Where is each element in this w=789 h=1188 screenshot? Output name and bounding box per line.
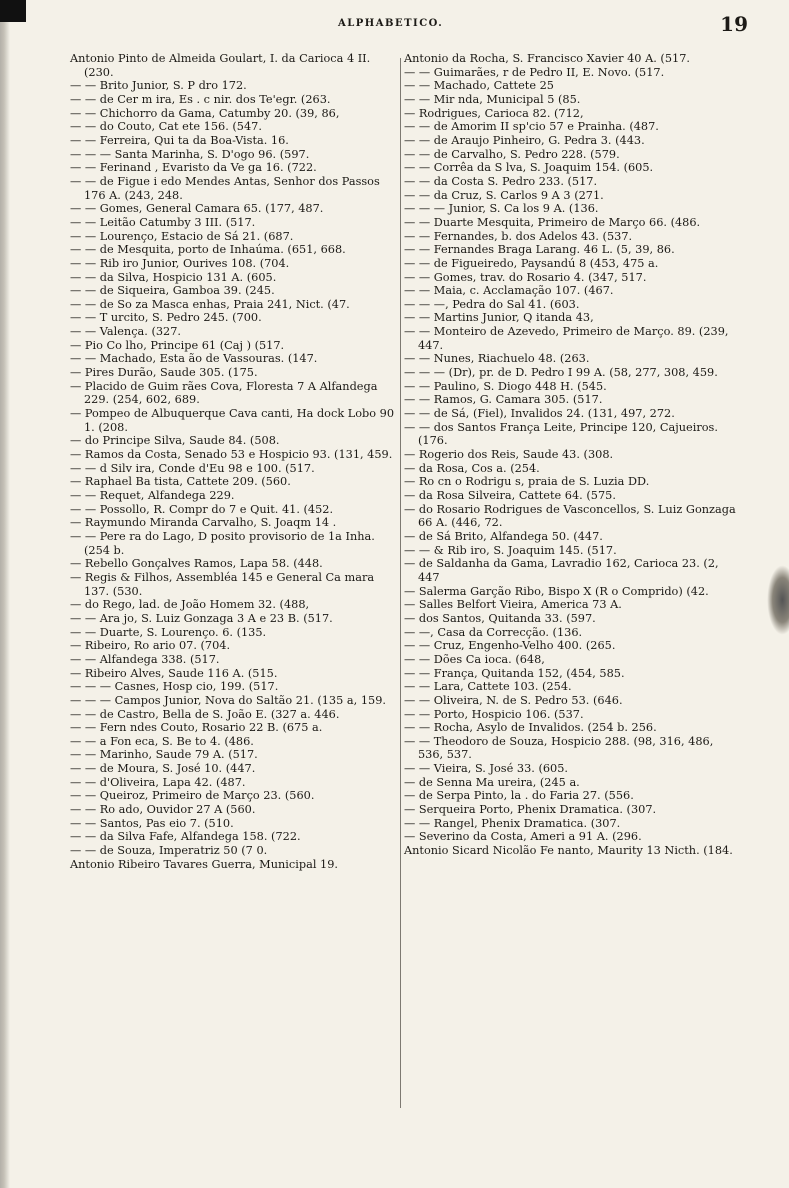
directory-entry: — — Requet, Alfandega 229.: [70, 489, 235, 502]
directory-entry: — — Oliveira, N. de S. Pedro 53. (646.: [404, 693, 623, 707]
directory-entry: — — Marinho, Saude 79 A. (517.: [70, 748, 258, 762]
directory-entry: — de Serpa Pinto, la . do Faria 27. (556.: [404, 789, 634, 803]
directory-entry: — — Chichorro da Gama, Catumby 20. (39, 86,: [70, 106, 340, 120]
page-number: 19: [720, 12, 748, 36]
page-header: [70, 14, 750, 38]
directory-entry: — — Dões Ca ioca. (648,: [404, 652, 545, 666]
directory-entry: — de Sá Brito, Alfandega 50. (447.: [404, 529, 603, 543]
directory-entry: — Ribeiro Alves, Saude 116 A. (515.: [70, 666, 278, 680]
directory-entry: — — de Siqueira, Gamboa 39. (245.: [70, 284, 275, 298]
directory-entry: — de Saldanha da Gama, Lavradio 162, Carioca 23. (2, 447: [404, 557, 719, 584]
directory-entry: Antonio Pinto de Almeida Goulart, I. da Carioca 4 II. (230.: [70, 52, 371, 79]
directory-entry: — — Gomes, General Camara 65. (177, 487.: [70, 202, 324, 216]
directory-entry: — — Pere ra do Lago, D posito provisorio de 1a Inha. (254 b.: [70, 529, 375, 557]
directory-entry: — — — Santa Marinha, S. D'ogo 96. (597.: [70, 147, 310, 161]
directory-entry: — — Ferreira, Qui ta da Boa-Vista. 16.: [70, 133, 289, 147]
directory-entry: — Raymundo Miranda Carvalho, S. Joaqm 14 .: [70, 516, 337, 530]
directory-entry: — Raphael Ba tista, Cattete 209. (560.: [70, 475, 291, 489]
directory-entry: — — Monteiro de Azevedo, Primeiro de Março. 89. (239, 447.: [404, 325, 729, 352]
directory-entry: Antonio Ribeiro Tavares Guerra, Municipal 19.: [70, 857, 338, 871]
right-column: [404, 52, 736, 858]
directory-entry: — —, Casa da Correcção. (136.: [404, 625, 583, 639]
directory-entry: — Ro cn o Rodrigu s, praia de S. Luzia DD.: [404, 475, 650, 489]
directory-entry: — — — (Dr), pr. de D. Pedro I 99 A. (58, 277, 308, 459.: [404, 366, 718, 380]
directory-entry: — Pires Durão, Saude 305. (175.: [70, 366, 258, 380]
directory-entry: — — Fernandes, b. dos Adelos 43. (537.: [404, 229, 633, 243]
directory-entry: — — Queiroz, Primeiro de Março 23. (560.: [70, 789, 315, 803]
directory-entry: — — Porto, Hospicio 106. (537.: [404, 707, 584, 721]
running-title: ALPHABETICO.: [338, 18, 444, 29]
directory-entry: — — Leitão Catumby 3 III. (517.: [70, 215, 256, 229]
directory-entry: — — Ro ado, Ouvidor 27 A (560.: [70, 803, 256, 817]
directory-entry: — — Corrêa da S lva, S. Joaquim 154. (605.: [404, 161, 654, 175]
directory-entry: — do Rego, lad. de João Homem 32. (488,: [70, 598, 310, 612]
directory-entry: — — Ara jo, S. Luiz Gonzaga 3 A e 23 B. (517.: [70, 611, 333, 625]
directory-entry: — — Fernandes Braga Larang. 46 L. (5, 39, 86.: [404, 243, 675, 257]
directory-entry: — — Santos, Pas eio 7. (510.: [70, 816, 234, 830]
directory-entry: — — do Couto, Cat ete 156. (547.: [70, 120, 262, 134]
directory-entry: — — Machado, Esta ão de Vassouras. (147.: [70, 352, 318, 366]
directory-entry: — — Valença. (327.: [70, 325, 182, 339]
directory-entry: — — Cruz, Engenho-Velho 400. (265.: [404, 639, 616, 653]
directory-entry: — — Maia, c. Acclamação 107. (467.: [404, 284, 614, 298]
directory-entry: — — — Casnes, Hosp cio, 199. (517.: [70, 680, 279, 694]
directory-entry: — Ramos da Costa, Senado 53 e Hospicio 93. (131, 459.: [70, 448, 393, 462]
directory-entry: — — Lourenço, Estacio de Sá 21. (687.: [70, 229, 294, 243]
directory-entry: — — Guimarães, r de Pedro II, E. Novo. (517.: [404, 65, 665, 79]
directory-entry: — — Vieira, S. José 33. (605.: [404, 762, 569, 776]
directory-entry: — — Gomes, trav. do Rosario 4. (347, 517.: [404, 270, 647, 284]
directory-entry: — — Rocha, Asylo de Invalidos. (254 b. 256.: [404, 721, 657, 735]
column-divider: [400, 58, 401, 1108]
directory-entry: — — a Fon eca, S. Be to 4. (486.: [70, 734, 254, 748]
directory-entry: — — de Mesquita, porto de Inhaúma. (651, 668.: [70, 243, 346, 257]
directory-entry: — de Senna Ma ureira, (245 a.: [404, 775, 580, 789]
directory-entry: — — de Castro, Bella de S. João E. (327 a. 446.: [70, 707, 340, 721]
directory-entry: — Rogerio dos Reis, Saude 43. (308.: [404, 448, 614, 462]
directory-entry: — — de Carvalho, S. Pedro 228. (579.: [404, 147, 620, 161]
page-binding-edge: [0, 0, 10, 1188]
directory-entry: — — Rib iro Junior, Ourives 108. (704.: [70, 256, 290, 270]
directory-entry: — Rebello Gonçalves Ramos, Lapa 58. (448.: [70, 557, 323, 571]
directory-entry: — — Lara, Cattete 103. (254.: [404, 680, 572, 694]
directory-entry: — — de Amorim II sp'cio 57 e Prainha. (487.: [404, 120, 659, 134]
directory-entry: — da Rosa Silveira, Cattete 64. (575.: [404, 489, 616, 502]
directory-entry: — Pio Co lho, Principe 61 (Caj ) (517.: [70, 338, 285, 352]
directory-entry: — — de So za Masca enhas, Praia 241, Nict. (47.: [70, 297, 350, 311]
directory-entry: — — Mir nda, Municipal 5 (85.: [404, 92, 581, 106]
ink-blot-corner: [0, 0, 26, 22]
directory-entry: — — —, Pedra do Sal 41. (603.: [404, 297, 580, 311]
directory-entry: — dos Santos, Quitanda 33. (597.: [404, 611, 596, 625]
directory-entry: — — Machado, Cattete 25: [404, 79, 554, 93]
directory-entry: — Salerma Garção Ribo, Bispo X (R o Comprido) (42.: [404, 584, 709, 598]
directory-entry: — Ribeiro, Ro ario 07. (704.: [70, 639, 231, 653]
directory-entry: — — da Cruz, S. Carlos 9 A 3 (271.: [404, 188, 604, 202]
directory-entry: Antonio Sicard Nicolão Fe nanto, Maurity 13 Nicth. (184.: [404, 844, 733, 858]
directory-entry: — — Martins Junior, Q itanda 43,: [404, 311, 594, 325]
directory-entry: — — Paulino, S. Diogo 448 H. (545.: [404, 379, 607, 393]
directory-entry: — — d'Oliveira, Lapa 42. (487.: [70, 775, 246, 789]
directory-entry: — — d Silv ira, Conde d'Eu 98 e 100. (517.: [70, 461, 315, 475]
left-column: [70, 52, 402, 871]
directory-entry: — Rodrigues, Carioca 82. (712,: [404, 106, 584, 120]
directory-entry: — — de Sá, (Fiel), Invalidos 24. (131, 497, 272.: [404, 407, 675, 421]
directory-entry: — — Rangel, Phenix Dramatica. (307.: [404, 816, 621, 830]
directory-entry: — — França, Quitanda 152, (454, 585.: [404, 666, 625, 680]
directory-entry: — — Brito Junior, S. P dro 172.: [70, 79, 247, 93]
directory-entry: — — — Junior, S. Ca los 9 A. (136.: [404, 202, 599, 216]
directory-entry: — — Nunes, Riachuelo 48. (263.: [404, 352, 590, 366]
directory-entry: — — Duarte, S. Lourenço. 6. (135.: [70, 625, 267, 639]
directory-entry: — Placido de Guim rães Cova, Floresta 7 A Alfandega 229. (254, 602, 689.: [70, 379, 378, 407]
directory-entry: — — da Silva, Hospicio 131 A. (605.: [70, 270, 277, 284]
directory-entry: — — Ferinand , Evaristo da Ve ga 16. (722.: [70, 161, 317, 175]
directory-entry: — Severino da Costa, Ameri a 91 A. (296.: [404, 830, 642, 844]
directory-entry: — — & Rib iro, S. Joaquim 145. (517.: [404, 543, 617, 557]
directory-entry: — do Principe Silva, Saude 84. (508.: [70, 434, 280, 448]
directory-entry: — — de Figueiredo, Paysandú 8 (453, 475 a.: [404, 256, 659, 270]
directory-entry: — — — Campos Junior, Nova do Saltão 21. (135 a, 159.: [70, 693, 386, 707]
directory-entry: — — Fern ndes Couto, Rosario 22 B. (675 a.: [70, 721, 323, 735]
ink-stain-right: [767, 565, 789, 635]
directory-entry: — — T urcito, S. Pedro 245. (700.: [70, 311, 262, 325]
directory-entry: — — Ramos, G. Camara 305. (517.: [404, 393, 603, 407]
directory-entry: — — Alfandega 338. (517.: [70, 652, 220, 666]
directory-entry: — — de Figue i edo Mendes Antas, Senhor dos Passos 176 A. (243, 248.: [70, 174, 380, 202]
directory-entry: — — de Moura, S. José 10. (447.: [70, 762, 256, 776]
directory-entry: — — de Souza, Imperatriz 50 (7 0.: [70, 844, 268, 858]
directory-entry: — Pompeo de Albuquerque Cava canti, Ha dock Lobo 90 1. (208.: [70, 407, 395, 434]
directory-entry: — Salles Belfort Vieira, America 73 A.: [404, 598, 622, 612]
directory-entry: — — da Silva Fafe, Alfandega 158. (722.: [70, 830, 301, 844]
directory-entry: — Serqueira Porto, Phenix Dramatica. (307.: [404, 803, 657, 817]
directory-entry: — — Duarte Mesquita, Primeiro de Março 66. (486.: [404, 215, 701, 229]
directory-entry: — — dos Santos França Leite, Principe 120, Cajueiros. (176.: [404, 420, 718, 448]
directory-entry: — — de Araujo Pinheiro, G. Pedra 3. (443.: [404, 133, 645, 147]
directory-entry: — da Rosa, Cos a. (254.: [404, 461, 540, 475]
directory-entry: — — Theodoro de Souza, Hospicio 288. (98, 316, 486, 536, 537.: [404, 734, 714, 762]
directory-entry: — Regis & Filhos, Assembléa 145 e General Ca mara 137. (530.: [70, 570, 375, 598]
directory-entry: — — Possollo, R. Compr do 7 e Quit. 41. (452.: [70, 502, 334, 516]
directory-entry: — — da Costa S. Pedro 233. (517.: [404, 174, 598, 188]
directory-entry: Antonio da Rocha, S. Francisco Xavier 40 A. (517.: [404, 52, 690, 65]
directory-entry: — do Rosario Rodrigues de Vasconcellos, S. Luiz Gonzaga 66 A. (446, 72.: [404, 502, 736, 530]
directory-entry: — — de Cer m ira, Es . c nir. dos Te'egr. (263.: [70, 92, 331, 106]
